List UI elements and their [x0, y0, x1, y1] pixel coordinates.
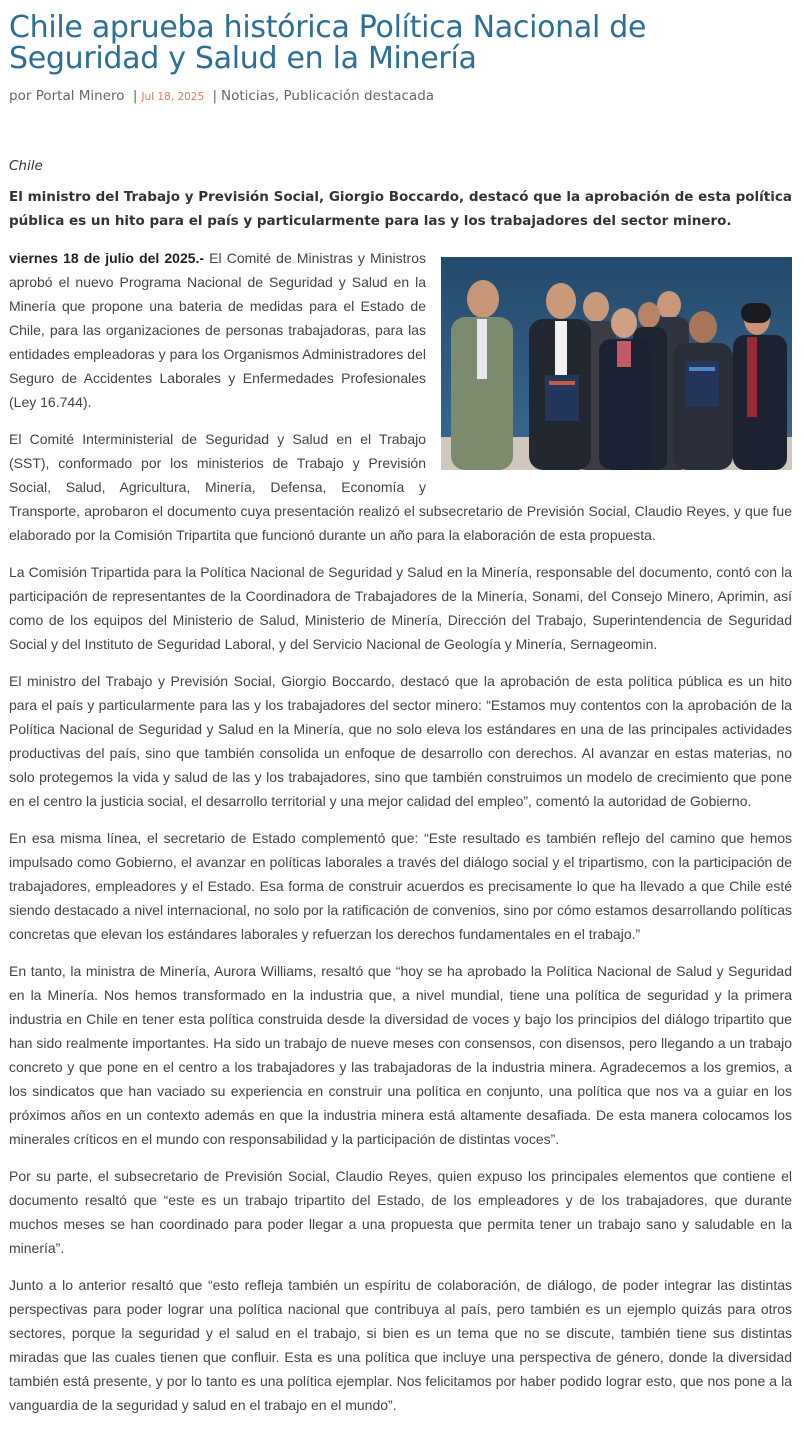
- lead-paragraph: El ministro del Trabajo y Previsión Social, Giorgio Boccardo, destacó que la aprobación de esta política pública es un hito para el país y particularmente para las y los trabajadores del sector minero.: [9, 189, 792, 229]
- paragraph-1-text: El Comité de Ministras y Ministros aprobó el nuevo Programa Nacional de Seguridad y Salud en la Minería que propone una bateria de medidas para el Estado de Chile, para las organizaciones de personas trabajadoras, para las entidades empleadoras y para los Organismos Administradores del Seguro de Accidentes Laborales y Enfermedades Profesionales (Ley 16.744).: [9, 250, 427, 410]
- article-title: Chile aprueba histórica Política Nacional de Seguridad y Salud en la Minería: [9, 10, 647, 76]
- article: [9, 0, 792, 1430]
- publish-date: Jul 18, 2025: [141, 91, 205, 103]
- by-prefix: por: [9, 88, 32, 104]
- article-meta: [9, 86, 792, 107]
- group-photo-icon: [441, 257, 792, 470]
- paragraph-5: En esa misma línea, el secretario de Estado complementó que: “Este resultado es también reflejo del camino que hemos impulsado como Gobierno, el avanzar en políticas laborales a través del diálogo social y el tripartismo, con la participación de trabajadores, empleadores y el Estado. Esa forma de construir acuerdos es precisamente lo que ha llevado a que Chile esté siendo destacado a nivel internacional, no solo por la ratificación de convenios, sino por cómo estamos desarrollando políticas concretas que elevan los estándares laborales y refuerzan los derechos fundamentales en el trabajo.”: [9, 830, 792, 942]
- paragraph-3: La Comisión Tripartida para la Política Nacional de Seguridad y Salud en la Minería, responsable del documento, contó con la participación de representantes de la Coordinadora de Trabajadores de la Minería, Sonami, del Consejo Minero, Aprimin, así como de los equipos del Ministerio de Salud, Ministerio de Minería, Dirección del Trabajo, Superintendencia de Seguridad Social y del Instituto de Seguridad Laboral, y del Servicio Nacional de Geología y Minería, Sernageomin.: [9, 564, 792, 652]
- paragraph-4: El ministro del Trabajo y Previsión Social, Giorgio Boccardo, destacó que la aprobación de esta política pública es un hito para el país y particularmente para las y los trabajadores del sector minero: “Estamos muy contentos con la aprobación de la Política Nacional de Seguridad y Salud en la Minería, que no solo eleva los estándares en una de las principales actividades productivas del país, sino que también consolida un enfoque de desarrollo con derechos. Al avanzar en estas materias, no solo protegemos la vida y salud de las y los trabajadores, sino que también construimos un modelo de crecimiento que pone en el centro la justicia social, el desarrollo territorial y una mejor calidad del empleo”, comentó la autoridad de Gobierno.: [9, 673, 792, 809]
- meta-separator: |: [132, 88, 138, 104]
- article-body: [9, 246, 792, 1417]
- location-label: Chile: [9, 158, 43, 174]
- category-link-destacada[interactable]: Publicación destacada: [283, 88, 435, 104]
- meta-separator: |: [212, 88, 218, 104]
- author-link[interactable]: Portal Minero: [35, 88, 125, 104]
- paragraph-2: El Comité Interministerial de Seguridad y Salud en el Trabajo (SST), conformado por los ministerios de Trabajo y Previsión Social, Salud, Agricultura, Minería, Defensa, Economía y Transporte, aprobaron el documento cuya presentación realizó el subsecretario de Previsión Social, Claudio Reyes, y que fue elaborado por la Comisión Tripartita que funcionó durante un año para la elaboración de esta propuesta.: [9, 431, 792, 543]
- category-separator: ,: [274, 88, 280, 104]
- paragraph-8: Junto a lo anterior resaltó que “esto refleja también un espíritu de colaboración, de diálogo, de poder integrar las distintas perspectivas para poder lograr una política nacional que contribuya al país, pero también es un ejemplo quizás para otros sectores, porque la seguridad y el salud en el trabajo, si bien es un tema que no se discute, también tiene sus distintas miradas que las cuales tienen que confluir. Esta es una política que incluye una perspectiva de género, donde la diversidad también está presente, y por lo tanto es una política ejemplar. Nos felicitamos por haber podido lograr esto, que nos pone a la vanguardia de la seguridad y salud en el trabajo en el mundo”.: [9, 1277, 792, 1413]
- paragraph-7: Por su parte, el subsecretario de Previsión Social, Claudio Reyes, quien expuso los principales elementos que contiene el documento resaltó que “este es un trabajo tripartito del Estado, de los empleadores y de los trabajadores, que durante muchos meses se han coordinado para poder llegar a una propuesta que permita tener un trabajo sano y saludable en la minería”.: [9, 1168, 792, 1256]
- dateline: viernes 18 de julio del 2025.-: [9, 250, 205, 266]
- paragraph-6: En tanto, la ministra de Minería, Aurora Williams, resaltó que “hoy se ha aprobado la Política Nacional de Salud y Seguridad en la Minería. Nos hemos transformado en la industria que, a nivel mundial, tiene una política de seguridad y la primera industria en Chile en tener esta política construida desde la diversidad de voces y bajo los principios del diálogo tripartito que han sido realmente importantes. Ha sido un trabajo de nueve meses con consensos, con disensos, pero llegando a un trabajo concreto y que pone en el centro a los trabajadores y las trabajadoras de la industria minera. Agradecemos a los gremios, a los sindicatos que han vaciado su experiencia en construir una política en conjunto, una política que nos va a guiar en los próximos años en un contexto además en que la industria minera está altamente desafiada. De esta manera colocamos los minerales críticos en el mundo con responsabilidad y la participación de distintas voces”.: [9, 963, 792, 1147]
- category-link-noticias[interactable]: Noticias: [221, 88, 275, 104]
